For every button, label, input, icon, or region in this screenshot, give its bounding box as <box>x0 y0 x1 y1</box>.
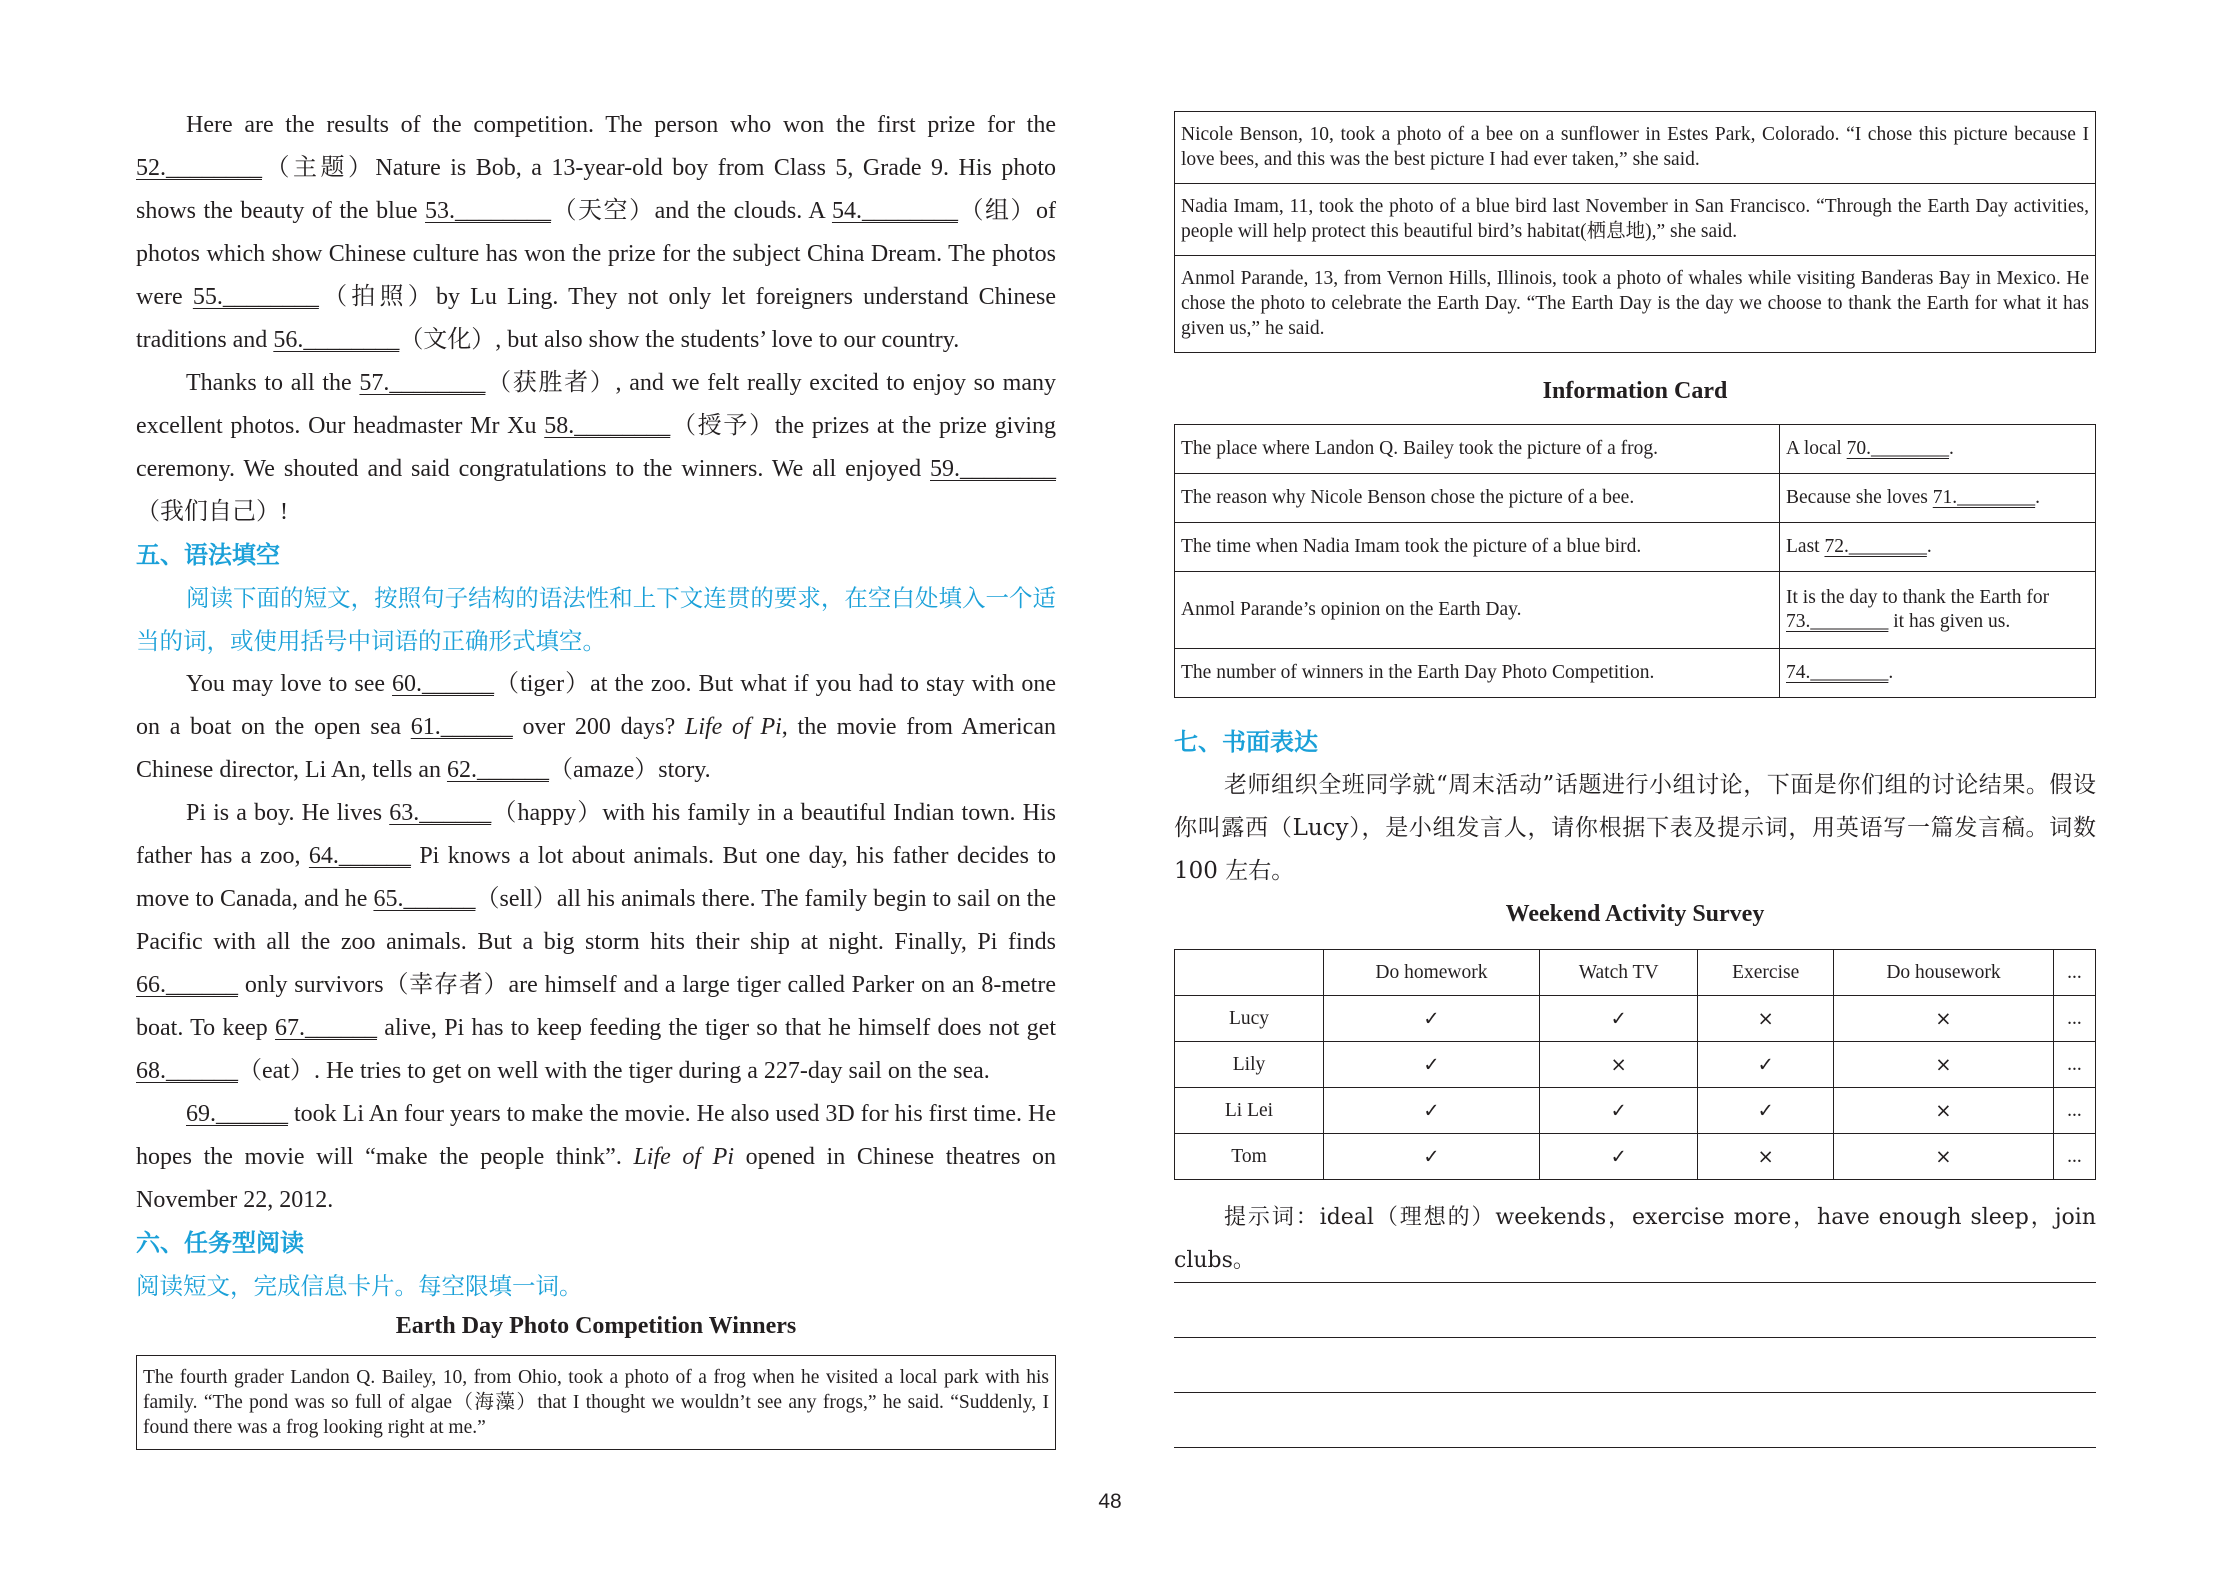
survey-header-cell: Do housework <box>1834 950 2054 996</box>
answer-blank: 59.________ <box>930 456 1056 482</box>
survey-cell: ✓ <box>1324 1088 1540 1134</box>
winners-title: Earth Day Photo Competition Winners <box>395 1313 797 1339</box>
section-6-instruction: 阅读短文，完成信息卡片。每空限填一词。 <box>136 1272 583 1300</box>
info-question: The place where Landon Q. Bailey took the picture of a frog. <box>1175 425 1780 474</box>
survey-header-cell: ... <box>2053 950 2095 996</box>
answer-blank: 61.______ <box>410 714 513 740</box>
section-6-title: 六、任务型阅读 <box>136 1229 304 1257</box>
weekend-survey-table <box>1174 949 2096 1180</box>
survey-cell: × <box>1834 996 2054 1042</box>
writing-line[interactable] <box>1174 1447 2096 1448</box>
survey-cell: × <box>1698 1134 1834 1180</box>
info-question: The reason why Nicole Benson chose the picture of a bee. <box>1175 474 1780 523</box>
answer-blank: 67.______ <box>275 1015 378 1041</box>
answer-blank: 62.______ <box>446 757 549 783</box>
movie-title: Life of Pi <box>684 714 782 740</box>
section-7-instruction: 老师组织全班同学就“周末活动”话题进行小组讨论，下面是你们组的讨论结果。假设你叫露西（Lucy），是小组发言人，请你根据下表及提示词，用英语写一篇发言稿。词数 100 左右。 <box>1174 772 2096 884</box>
writing-line[interactable] <box>1174 1337 2096 1338</box>
answer-blank: 52.________ <box>136 155 262 181</box>
survey-cell: × <box>1698 996 1834 1042</box>
survey-cell: × <box>1834 1042 2054 1088</box>
survey-cell: ✓ <box>1324 1042 1540 1088</box>
answer-blank: 74.________ <box>1786 662 1889 683</box>
survey-cell: ✓ <box>1539 996 1697 1042</box>
section-5-title: 五、语法填空 <box>136 541 280 569</box>
answer-blank: 63.______ <box>389 800 492 826</box>
info-row <box>1175 474 2096 523</box>
section-7-title: 七、书面表达 <box>1174 728 1318 756</box>
grammar-paragraph-1: You may love to see 60.______（tiger）at the zoo. But what if you had to stay with one on a boat on the open sea 61.______ over 200 days? Life of Pi, the movie from American Chinese director, Li An, tells an 62.______（amaze）story. <box>136 671 1057 783</box>
info-card-table <box>1174 424 2096 698</box>
info-question: The number of winners in the Earth Day Photo Competition. <box>1175 649 1780 698</box>
survey-cell: Tom <box>1175 1134 1324 1180</box>
survey-header-cell: Watch TV <box>1539 950 1697 996</box>
answer-blank: 71.________ <box>1932 487 2036 508</box>
survey-row <box>1175 1042 2096 1088</box>
answer-blank: 55.________ <box>192 284 319 310</box>
info-question: The time when Nadia Imam took the picture of a blue bird. <box>1175 523 1780 572</box>
survey-row <box>1175 996 2096 1042</box>
winner-stories-table <box>1174 111 2096 353</box>
survey-cell: × <box>1834 1088 2054 1134</box>
story-nadia: Nadia Imam, 11, took the photo of a blue bird last November in San Francisco. “Through the Earth Day activities, people will help protect this beautiful bird’s habitat(栖息地),” she said. <box>1175 183 2095 255</box>
answer-blank: 69.______ <box>186 1101 288 1127</box>
answer-blank: 66.______ <box>136 972 238 998</box>
info-answer-blank: Because she loves 71.________. <box>1780 474 2096 523</box>
info-card-title: Information Card <box>1542 378 1728 404</box>
story-anmol: Anmol Parande, 13, from Vernon Hills, Illinois, took a photo of whales while visiting Banderas Bay in Mexico. He chose the photo to celebrate the Earth Day. “The Earth Day is the day we choose to thank the Earth for what it has given us,” he said. <box>1175 255 2095 352</box>
survey-title: Weekend Activity Survey <box>1505 901 1765 927</box>
survey-row <box>1175 1088 2096 1134</box>
info-row <box>1175 572 2096 649</box>
survey-header-cell <box>1175 950 1324 996</box>
answer-blank: 56.________ <box>273 327 400 353</box>
writing-line[interactable] <box>1174 1392 2096 1393</box>
info-answer-blank: Last 72.________. <box>1780 523 2096 572</box>
info-answer-blank: A local 70.________. <box>1780 425 2096 474</box>
answer-blank: 60.______ <box>392 671 495 697</box>
answer-blank: 53.________ <box>425 198 552 224</box>
answer-blank: 64.______ <box>308 843 411 869</box>
survey-row <box>1175 1134 2096 1180</box>
survey-cell: ✓ <box>1539 1088 1697 1134</box>
writing-line[interactable] <box>1174 1282 2096 1283</box>
survey-cell: ... <box>2053 1134 2095 1180</box>
passage-paragraph-2: Thanks to all the 57.________（获胜者）, and we felt really excited to enjoy so many excellent photos. Our headmaster Mr Xu 58.________（授予）the prizes at the prize giving ceremony. We shouted and said congratulations to the winners. We all enjoyed 59.________（我们自己）! <box>136 370 1056 525</box>
survey-cell: ✓ <box>1539 1134 1697 1180</box>
survey-header-cell: Do homework <box>1324 950 1540 996</box>
survey-cell: Lucy <box>1175 996 1324 1042</box>
survey-cell: ✓ <box>1324 1134 1540 1180</box>
page-number: 48 <box>1098 1490 1122 1513</box>
grammar-paragraph-2: Pi is a boy. He lives 63.______（happy）with his family in a beautiful Indian town. His father has a zoo, 64.______ Pi knows a lot about animals. But one day, his father decides to move to Canada, and he 65.______（sell）all his animals there. The family begin to sail on the Pacific with all the zoo animals. But a big storm hits their ship at night. Finally, Pi finds 66.______ only survivors（幸存者）are himself and a large tiger called Parker on an 8-metre boat. To keep 67.______ alive, Pi has to keep feeding the tiger so that he himself does not get 68.______（eat）. He tries to get on well with the tiger during a 227-day sail on the sea. <box>136 800 1056 1084</box>
answer-blank: 72.________ <box>1824 536 1927 557</box>
grammar-paragraph-3: 69.______ took Li An four years to make the movie. He also used 3D for his first time. He hopes the movie will “make the people think”. Life of Pi opened in Chinese theatres on November 22, 2012. <box>136 1101 1056 1213</box>
survey-cell: Li Lei <box>1175 1088 1324 1134</box>
answer-blank: 58.________ <box>544 413 671 439</box>
story-nicole: Nicole Benson, 10, took a photo of a bee on a sunflower in Estes Park, Colorado. “I chose this picture because I love bees, and this was the best picture I had ever taken,” she said. <box>1181 124 2089 170</box>
info-row <box>1175 425 2096 474</box>
survey-cell: ✓ <box>1324 996 1540 1042</box>
survey-header-row <box>1175 950 2096 996</box>
info-row <box>1175 649 2096 698</box>
survey-cell: ✓ <box>1698 1088 1834 1134</box>
writing-hint: 提示词：ideal（理想的）weekends，exercise more，have enough sleep，join clubs。 <box>1174 1205 2096 1273</box>
landon-story-box: The fourth grader Landon Q. Bailey, 10, from Ohio, took a photo of a frog when he visited a local park with his family. “The pond was so full of algae（海藻）that I thought we wouldn’t see any frogs,” he said. “Suddenly, I found there was a frog looking right at me.” <box>136 1355 1056 1450</box>
info-question: Anmol Parande’s opinion on the Earth Day. <box>1175 572 1780 649</box>
section-5-instruction: 阅读下面的短文，按照句子结构的语法性和上下文连贯的要求，在空白处填入一个适当的词，或使用括号中词语的正确形式填空。 <box>136 584 1056 655</box>
answer-blank: 54.________ <box>831 198 958 224</box>
movie-title: Life of Pi <box>633 1144 735 1170</box>
info-row <box>1175 523 2096 572</box>
answer-blank: 57.________ <box>359 370 486 396</box>
answer-blank: 70.________ <box>1846 438 1950 459</box>
survey-cell: ... <box>2053 996 2095 1042</box>
survey-cell: ... <box>2053 1088 2095 1134</box>
survey-cell: × <box>1834 1134 2054 1180</box>
survey-cell: Lily <box>1175 1042 1324 1088</box>
answer-blank: 65.______ <box>373 886 476 912</box>
info-answer-blank: 74.________. <box>1780 649 2096 698</box>
passage-paragraph-1: Here are the results of the competition. The person who won the first prize for the 52.________（主题）Nature is Bob, a 13-year-old boy from Class 5, Grade 9. His photo shows the beauty of the blue 53.________（天空）and the clouds. A 54.________（组）of photos which show Chinese culture has won the prize for the subject China Dream. The photos were 55.________（拍照）by Lu Ling. They not only let foreigners understand Chinese traditions and 56.________（文化）, but also show the students’ love to our country. <box>136 112 1056 353</box>
info-answer-blank: It is the day to thank the Earth for 73.________ it has given us. <box>1780 572 2096 649</box>
answer-blank: 68.______ <box>136 1058 238 1084</box>
survey-cell: × <box>1539 1042 1697 1088</box>
survey-header-cell: Exercise <box>1698 950 1834 996</box>
survey-cell: ✓ <box>1698 1042 1834 1088</box>
answer-blank: 73.________ <box>1786 611 1889 632</box>
survey-cell: ... <box>2053 1042 2095 1088</box>
